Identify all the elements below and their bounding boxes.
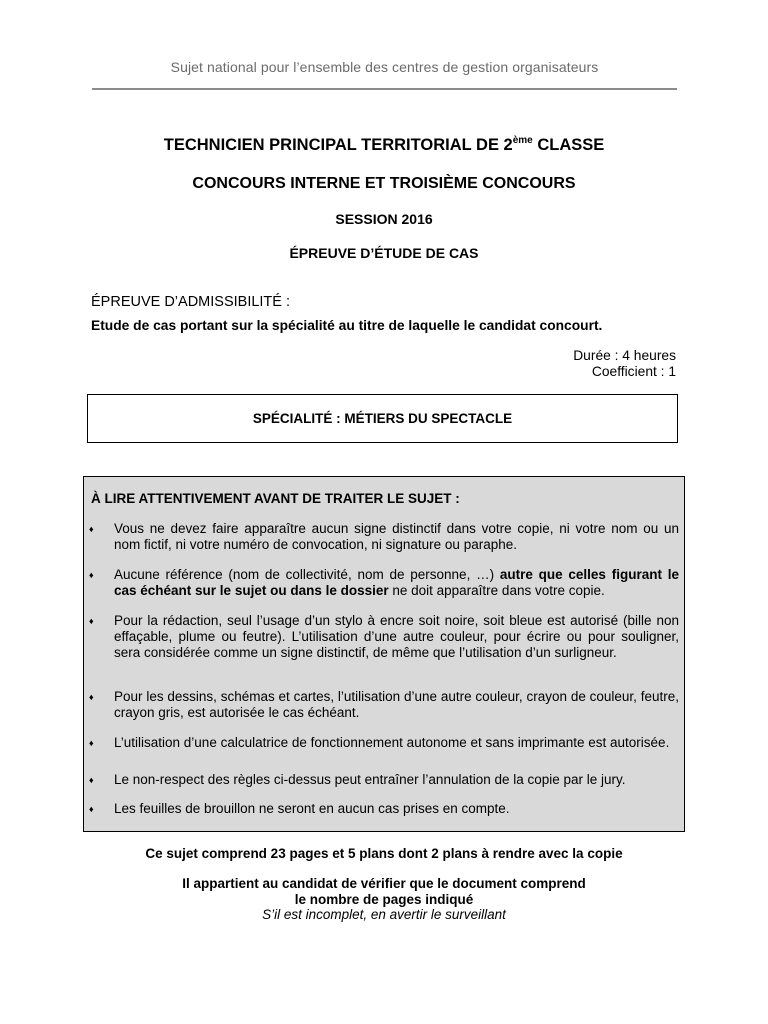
instruction-item (89, 772, 679, 788)
instruction-item (89, 689, 679, 721)
admissibilite-label: ÉPREUVE D’ADMISSIBILITÉ : (91, 294, 291, 310)
instruction-item (89, 567, 679, 599)
instruction-text-bold: autre que celles figurant le cas échéant sur le sujet ou dans le dossier (114, 567, 679, 598)
instruction-text-part: ne doit apparaître dans votre copie. (388, 583, 605, 598)
concours-title: CONCOURS INTERNE ET TROISIÈME CONCOURS (192, 175, 576, 192)
exam-title (0, 135, 768, 155)
specialite-box (87, 394, 678, 443)
instruction-item (89, 613, 679, 661)
exam-title-part1: TECHNICIEN PRINCIPAL TERRITORIAL DE 2 (163, 136, 513, 154)
instructions-box (83, 476, 685, 832)
instruction-text (114, 567, 679, 599)
instruction-item (89, 735, 679, 751)
exam-title-superscript: ème (512, 135, 533, 146)
diamond-bullet-icon: ♦ (89, 570, 94, 580)
coefficient-text: Coefficient : 1 (591, 364, 676, 379)
diamond-bullet-icon: ♦ (89, 692, 94, 702)
duration-block (573, 348, 676, 380)
instruction-item (89, 521, 679, 553)
instruction-text: Pour les dessins, schémas et cartes, l’utilisation d’une autre couleur, crayon de couleur, feutre, crayon gris, est autorisée le cas échéant. (114, 689, 679, 720)
instruction-text: Vous ne devez faire apparaître aucun signe distinctif dans votre copie, ni votre nom ou un nom fictif, ni votre numéro de convocation, ni signature ou paraphe. (114, 521, 679, 552)
instruction-text-part: Aucune référence (nom de collectivité, nom de personne, …) (114, 567, 500, 582)
instruction-text: L’utilisation d’une calculatrice de fonctionnement autonome et sans imprimante est autorisée. (114, 735, 670, 750)
diamond-bullet-icon: ♦ (89, 775, 94, 785)
header-divider (92, 88, 677, 90)
instruction-text: Les feuilles de brouillon ne seront en aucun cas prises en compte. (114, 801, 510, 816)
verification-line: le nombre de pages indiqué (294, 892, 474, 907)
diamond-bullet-icon: ♦ (89, 616, 94, 626)
verification-line: Il appartient au candidat de vérifier que le document comprend (182, 876, 586, 891)
instruction-item (89, 801, 679, 817)
page-count-note: Ce sujet comprend 23 pages et 5 plans dont 2 plans à rendre avec la copie (145, 846, 623, 861)
exam-title-part2: CLASSE (532, 136, 605, 154)
instructions-heading: À LIRE ATTENTIVEMENT AVANT DE TRAITER LE SUJET : (91, 491, 460, 506)
verification-note (0, 876, 768, 908)
specialite-text: SPÉCIALITÉ : MÉTIERS DU SPECTACLE (252, 411, 513, 426)
header-note: Sujet national pour l’ensemble des centres de gestion organisateurs (170, 59, 599, 75)
admissibilite-description: Etude de cas portant sur la spécialité au titre de laquelle le candidat concourt. (91, 318, 603, 333)
instruction-text: Le non-respect des règles ci-dessus peut entraîner l’annulation de la copie par le jury. (114, 772, 626, 787)
diamond-bullet-icon: ♦ (89, 524, 94, 534)
incomplete-warning: S’il est incomplet, en avertir le surveillant (262, 907, 506, 922)
duration-text: Durée : 4 heures (573, 348, 676, 363)
instruction-text: Pour la rédaction, seul l’usage d’un stylo à encre soit noire, soit bleue est autorisé (bille non effaçable, plume ou feutre). L’utilisation d’une autre couleur, pour écrire ou pour souligner, sera considérée comme un signe distinctif, de même que l’utilisation d’un surligneur. (114, 613, 679, 660)
diamond-bullet-icon: ♦ (89, 804, 94, 814)
diamond-bullet-icon: ♦ (89, 738, 94, 748)
session-title: SESSION 2016 (335, 211, 433, 227)
epreuve-title: ÉPREUVE D’ÉTUDE DE CAS (289, 245, 479, 261)
